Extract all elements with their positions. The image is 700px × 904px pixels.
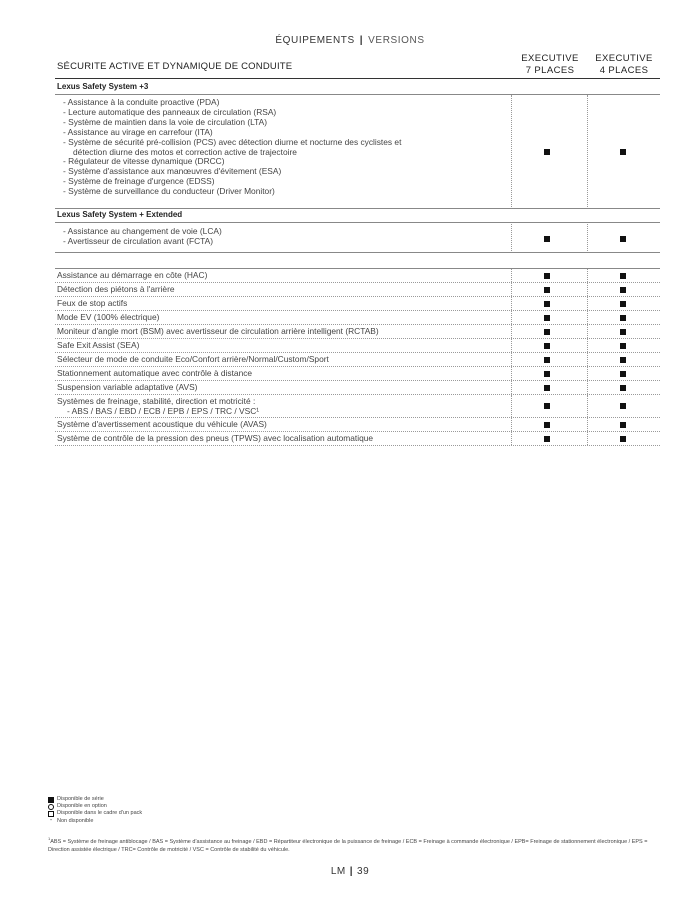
feature-line: - Système de surveillance du conducteur (Driver Monitor) — [63, 186, 275, 197]
row-label: Sélecteur de mode de conduite Eco/Confort arrière/Normal/Custom/Sport — [57, 354, 329, 364]
standard-marker — [544, 149, 550, 155]
column-divider — [511, 339, 512, 352]
group-header-lss-extended — [55, 209, 660, 223]
legend — [48, 796, 142, 825]
legend-item — [48, 810, 142, 817]
standard-marker — [544, 301, 550, 307]
row-label: Moniteur d'angle mort (BSM) avec avertisseur de circulation arrière intelligent (RCTAB) — [57, 326, 379, 336]
column-divider — [587, 381, 588, 394]
standard-marker — [620, 385, 626, 391]
column-divider — [511, 311, 512, 324]
column-divider — [587, 283, 588, 296]
dash-icon: - — [49, 817, 53, 825]
table-title: SÉCURITE ACTIVE ET DYNAMIQUE DE CONDUITE — [57, 61, 293, 72]
subsection-label: VERSIONS — [368, 35, 425, 46]
circle-icon — [48, 804, 54, 810]
row-label-line: Systèmes de freinage, stabilité, direction et motricité : — [57, 396, 256, 406]
standard-marker — [544, 403, 550, 409]
row-label: Stationnement automatique avec contrôle à distance — [57, 368, 253, 378]
column-divider — [587, 95, 588, 209]
footer-separator: | — [349, 866, 354, 877]
column-divider — [587, 269, 588, 282]
column-header-executive-4 — [588, 53, 660, 77]
legend-text: Disponible en option — [57, 803, 107, 810]
row-label: Système de contrôle de la pression des pneus (TPWS) avec localisation automatique — [57, 433, 374, 443]
page-number: 39 — [357, 866, 370, 877]
standard-marker — [620, 436, 626, 442]
table-row — [55, 432, 660, 446]
legend-item — [48, 818, 142, 825]
standard-marker — [620, 287, 626, 293]
row-label-line: - ABS / BAS / EBD / ECB / EPB / EPS / TRC / VSC¹ — [67, 405, 260, 416]
legend-item — [48, 803, 142, 810]
feature-line: - Assistance à la conduite proactive (PDA) — [63, 97, 220, 107]
column-divider — [511, 418, 512, 431]
row-label: Assistance au démarrage en côte (HAC) — [57, 270, 208, 280]
standard-marker — [544, 315, 550, 321]
legend-item — [48, 796, 142, 803]
standard-marker — [544, 436, 550, 442]
group-title: Lexus Safety System +3 — [57, 82, 149, 91]
standard-marker — [620, 329, 626, 335]
column-divider — [511, 353, 512, 366]
column-divider — [587, 367, 588, 380]
table-row — [55, 311, 660, 325]
column-divider — [511, 283, 512, 296]
group-feature-list — [63, 98, 401, 197]
model-name: LM — [330, 866, 346, 877]
standard-marker — [544, 343, 550, 349]
table-row — [55, 418, 660, 432]
feature-line: - Avertisseur de circulation avant (FCTA) — [63, 235, 214, 246]
column-header-line2: 4 PLACES — [599, 65, 649, 76]
column-divider — [511, 325, 512, 338]
column-divider — [587, 395, 588, 417]
column-divider — [587, 224, 588, 253]
standard-marker — [620, 273, 626, 279]
page-footer — [0, 866, 700, 877]
standard-marker — [620, 422, 626, 428]
table-row — [55, 395, 660, 418]
feature-line: - Système de freinage d'urgence (EDSS) — [63, 176, 215, 187]
group-bottom-rule — [55, 252, 660, 253]
row-label: Feux de stop actifs — [57, 298, 128, 308]
feature-rows — [55, 268, 660, 446]
standard-marker — [620, 371, 626, 377]
standard-marker — [620, 301, 626, 307]
standard-marker — [544, 273, 550, 279]
column-divider — [511, 95, 512, 209]
column-divider — [511, 297, 512, 310]
table-row — [55, 269, 660, 283]
legend-text: Disponible de série — [57, 796, 104, 802]
column-divider — [587, 297, 588, 310]
standard-marker — [544, 236, 550, 242]
group-body-lss-extended — [55, 224, 660, 253]
column-divider — [511, 367, 512, 380]
filled-square-icon — [48, 797, 54, 803]
table-row — [55, 283, 660, 297]
header-rule — [55, 78, 660, 79]
standard-marker — [544, 422, 550, 428]
outlined-square-icon — [48, 811, 54, 817]
page-header — [0, 35, 700, 46]
footnote — [48, 835, 656, 854]
standard-marker — [544, 371, 550, 377]
row-label: Détection des piétons à l'arrière — [57, 284, 175, 294]
group-header-lss3 — [55, 81, 660, 95]
footnote-marker: 1 — [48, 836, 51, 841]
feature-line: - Système de sécurité pré-collision (PCS) avec détection diurne et nocturne des cyclistes et — [63, 136, 402, 147]
group-title: Lexus Safety System + Extended — [57, 210, 183, 219]
legend-text: Non disponible — [57, 817, 94, 824]
header-separator: | — [359, 35, 364, 46]
feature-line: - Assistance au changement de voie (LCA) — [63, 226, 222, 236]
row-label: Safe Exit Assist (SEA) — [57, 340, 140, 350]
standard-marker — [620, 236, 626, 242]
column-divider — [587, 311, 588, 324]
section-label: ÉQUIPEMENTS — [275, 35, 355, 46]
legend-text: Disponible dans le cadre d'un pack — [57, 810, 143, 817]
column-divider — [511, 432, 512, 445]
row-label: Système d'avertissement acoustique du véhicule (AVAS) — [57, 419, 267, 429]
feature-line: - Régulateur de vitesse dynamique (DRCC) — [63, 156, 225, 167]
column-divider — [511, 269, 512, 282]
table-row — [55, 297, 660, 311]
column-divider — [587, 325, 588, 338]
standard-marker — [544, 357, 550, 363]
column-divider — [587, 432, 588, 445]
column-header-line1: EXECUTIVE — [595, 53, 653, 64]
feature-line: détection diurne des motos et correction active de trajectoire — [73, 146, 297, 157]
table-row — [55, 381, 660, 395]
standard-marker — [620, 357, 626, 363]
standard-marker — [544, 385, 550, 391]
feature-line: - Lecture automatique des panneaux de circulation (RSA) — [63, 106, 277, 117]
column-header-executive-7 — [514, 53, 586, 77]
feature-line: - Assistance au virage en carrefour (ITA) — [63, 126, 213, 137]
table-row — [55, 339, 660, 353]
column-divider — [587, 353, 588, 366]
column-divider — [511, 395, 512, 417]
table-row — [55, 353, 660, 367]
standard-marker — [620, 343, 626, 349]
standard-marker — [620, 403, 626, 409]
group-body-lss3 — [55, 95, 660, 209]
row-label: Suspension variable adaptative (AVS) — [57, 382, 198, 392]
table-row — [55, 325, 660, 339]
group-feature-list — [63, 227, 222, 247]
feature-line: - Système d'assistance aux manœuvres d'évitement (ESA) — [63, 166, 282, 177]
row-label — [57, 397, 259, 416]
column-header-line1: EXECUTIVE — [521, 53, 579, 64]
table-row — [55, 367, 660, 381]
standard-marker — [620, 149, 626, 155]
column-divider — [587, 339, 588, 352]
column-divider — [511, 381, 512, 394]
standard-marker — [620, 315, 626, 321]
column-divider — [511, 224, 512, 253]
feature-line: - Système de maintien dans la voie de circulation (LTA) — [63, 116, 268, 127]
footnote-text: ABS = Système de freinage antiblocage / BAS = Système d'assistance au freinage / EBD = Répartiteur électronique de la puissance de freinage / ECB = Freinage à commande électronique / EPB= Freinage de stationnement électronique / EPS = Direction assistée électrique / TRC= Contrôle de motricité / VSC = Contrôle de stabilité du véhicule. — [48, 838, 648, 853]
column-divider — [587, 418, 588, 431]
column-header-line2: 7 PLACES — [525, 65, 575, 76]
standard-marker — [544, 287, 550, 293]
row-label: Mode EV (100% électrique) — [57, 312, 160, 322]
standard-marker — [544, 329, 550, 335]
